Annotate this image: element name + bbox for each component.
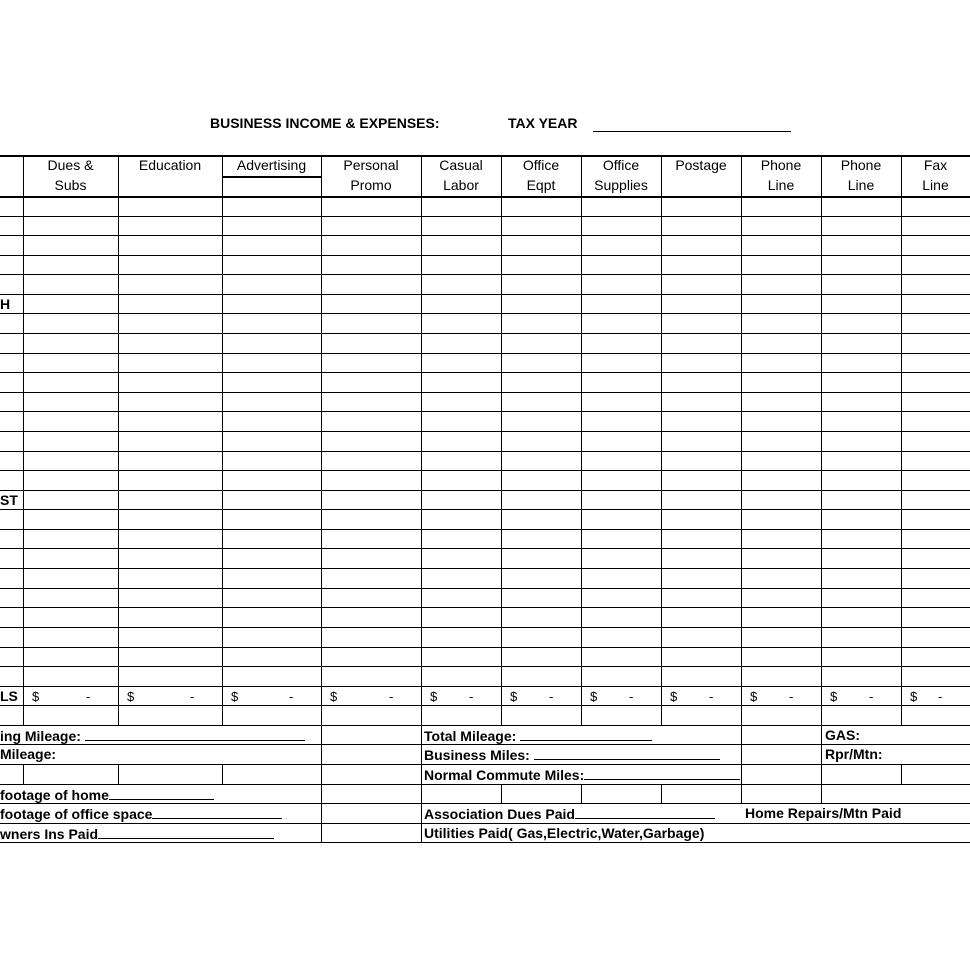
- column-header-line2: [118, 175, 222, 195]
- total-mileage-field[interactable]: [520, 727, 652, 741]
- column-header-line2: [222, 175, 321, 195]
- grid-line: [0, 392, 970, 393]
- column-header-line1: Postage: [675, 157, 727, 173]
- grid-line: [661, 155, 662, 725]
- grid-line: [0, 235, 970, 236]
- grid-line: [23, 764, 24, 784]
- ending-mileage-label: Mileage:: [0, 746, 57, 762]
- column-header-line1: Phone: [760, 157, 802, 173]
- total-value[interactable]: -: [190, 689, 195, 704]
- grid-line: [741, 155, 742, 725]
- grid-line: [0, 196, 970, 198]
- total-currency: $: [750, 689, 758, 704]
- column-header-line1: Advertising: [236, 157, 307, 173]
- grid-line: [0, 568, 970, 569]
- grid-line: [0, 313, 970, 314]
- grid-line: [0, 255, 970, 256]
- home-repairs-label: Home Repairs/Mtn Paid: [745, 805, 902, 821]
- column-header: [901, 155, 970, 195]
- grid-line: [501, 155, 502, 725]
- grid-line: [741, 725, 742, 803]
- grid-line: [0, 607, 970, 608]
- column-header-line2: Labor: [443, 177, 479, 193]
- total-value[interactable]: -: [789, 689, 794, 704]
- column-header-line1: Casual: [439, 157, 483, 173]
- column-header: [321, 155, 421, 195]
- column-header: [23, 155, 118, 195]
- column-header: [421, 155, 501, 195]
- total-currency: $: [32, 689, 40, 704]
- grid-line: [0, 666, 970, 667]
- total-currency: $: [590, 689, 598, 704]
- association-dues-label: Association Dues Paid: [424, 805, 715, 823]
- grid-line: [0, 548, 970, 549]
- owners-ins-label: wners Ins Paid: [0, 825, 274, 843]
- total-currency: $: [830, 689, 838, 704]
- total-value[interactable]: -: [938, 689, 943, 704]
- commute-miles-label: Normal Commute Miles:: [424, 766, 740, 784]
- column-header-line2: Line: [767, 177, 795, 193]
- column-header: [821, 155, 901, 195]
- grid-line: [581, 784, 582, 803]
- column-header-line1: Office: [602, 157, 640, 173]
- row-label-first: ST: [0, 492, 18, 508]
- total-currency: $: [510, 689, 518, 704]
- grid-line: [0, 333, 970, 334]
- grid-line: [0, 764, 970, 765]
- column-header-line1: Personal: [343, 157, 399, 173]
- column-header-line2: Eqpt: [526, 177, 556, 193]
- grid-line: [0, 529, 970, 530]
- row-label-month: H: [0, 296, 11, 312]
- commute-miles-field[interactable]: [584, 766, 740, 780]
- column-header-line1: Phone: [840, 157, 882, 173]
- gas-label: GAS:: [825, 727, 860, 743]
- grid-line: [0, 411, 970, 412]
- grid-line: [421, 155, 422, 725]
- column-header-line1: Dues &: [47, 157, 94, 173]
- column-header-line1: Fax: [923, 157, 948, 173]
- column-header-line2: Supplies: [594, 177, 648, 193]
- sqft-home-label: footage of home: [0, 786, 214, 804]
- grid-line: [0, 509, 970, 510]
- repair-label: Rpr/Mtn:: [825, 746, 883, 762]
- total-value[interactable]: -: [389, 689, 394, 704]
- tax-year-label: TAX YEAR: [508, 115, 578, 131]
- grid-line: [0, 686, 970, 687]
- grid-line: [821, 725, 822, 803]
- grid-line: [0, 451, 970, 452]
- column-header: [661, 155, 741, 195]
- association-dues-field[interactable]: [575, 805, 715, 819]
- total-value[interactable]: -: [629, 689, 634, 704]
- totals-label: LS: [0, 688, 18, 704]
- grid-line: [23, 155, 24, 725]
- column-header: [222, 155, 321, 195]
- column-header-line2: [661, 175, 741, 195]
- business-miles-label: Business Miles:: [424, 746, 720, 764]
- column-header-line1: Education: [138, 157, 202, 173]
- grid-line: [0, 353, 970, 354]
- total-currency: $: [231, 689, 239, 704]
- grid-line: [118, 764, 119, 784]
- grid-line: [0, 647, 970, 648]
- grid-line: [0, 823, 970, 824]
- grid-line: [0, 588, 970, 589]
- form-title: BUSINESS INCOME & EXPENSES:: [210, 115, 440, 131]
- total-currency: $: [430, 689, 438, 704]
- grid-line: [0, 274, 970, 275]
- column-header-line2: Line: [922, 177, 949, 193]
- column-header: [501, 155, 581, 195]
- total-currency: $: [127, 689, 135, 704]
- utilities-label: Utilities Paid( Gas,Electric,Water,Garbage): [424, 825, 705, 841]
- total-currency: $: [330, 689, 338, 704]
- grid-line: [581, 155, 582, 725]
- grid-line: [0, 627, 970, 628]
- grid-line: [0, 725, 970, 726]
- grid-line: [321, 155, 322, 725]
- grid-line: [901, 155, 902, 725]
- sqft-office-field[interactable]: [152, 805, 282, 819]
- total-value[interactable]: -: [289, 689, 294, 704]
- grid-line: [821, 155, 822, 725]
- grid-line: [321, 725, 322, 842]
- grid-line: [0, 784, 970, 785]
- column-header: [118, 155, 222, 195]
- sqft-office-label: footage of office space: [0, 805, 282, 823]
- total-value[interactable]: -: [869, 689, 874, 704]
- grid-line: [501, 784, 502, 803]
- total-value[interactable]: -: [469, 689, 474, 704]
- total-currency: $: [670, 689, 678, 704]
- grid-line: [0, 705, 970, 706]
- grid-line: [0, 470, 970, 471]
- owners-ins-field[interactable]: [98, 825, 274, 839]
- grid-line: [0, 431, 970, 432]
- column-header: [741, 155, 821, 195]
- grid-line: [901, 764, 902, 784]
- total-value[interactable]: -: [86, 689, 91, 704]
- column-header-line1: Office: [522, 157, 560, 173]
- grid-line: [0, 372, 970, 373]
- grid-line: [0, 490, 970, 491]
- grid-line: [222, 155, 223, 725]
- column-header: [581, 155, 661, 195]
- grid-line: [0, 216, 970, 217]
- grid-line: [0, 294, 970, 295]
- total-value[interactable]: -: [709, 689, 714, 704]
- grid-line: [421, 725, 422, 842]
- business-miles-field[interactable]: [534, 746, 720, 760]
- total-currency: $: [910, 689, 918, 704]
- column-header-line2: Promo: [350, 177, 392, 193]
- column-header-line2: Line: [847, 177, 875, 193]
- beginning-mileage-label: ing Mileage:: [0, 727, 305, 745]
- sqft-home-field[interactable]: [109, 786, 214, 800]
- beginning-mileage-field[interactable]: [85, 727, 305, 741]
- column-header-line2: Subs: [54, 177, 87, 193]
- total-value[interactable]: -: [549, 689, 554, 704]
- grid-line: [118, 155, 119, 725]
- grid-line: [661, 784, 662, 803]
- total-mileage-label: Total Mileage:: [424, 727, 652, 745]
- grid-line: [222, 764, 223, 784]
